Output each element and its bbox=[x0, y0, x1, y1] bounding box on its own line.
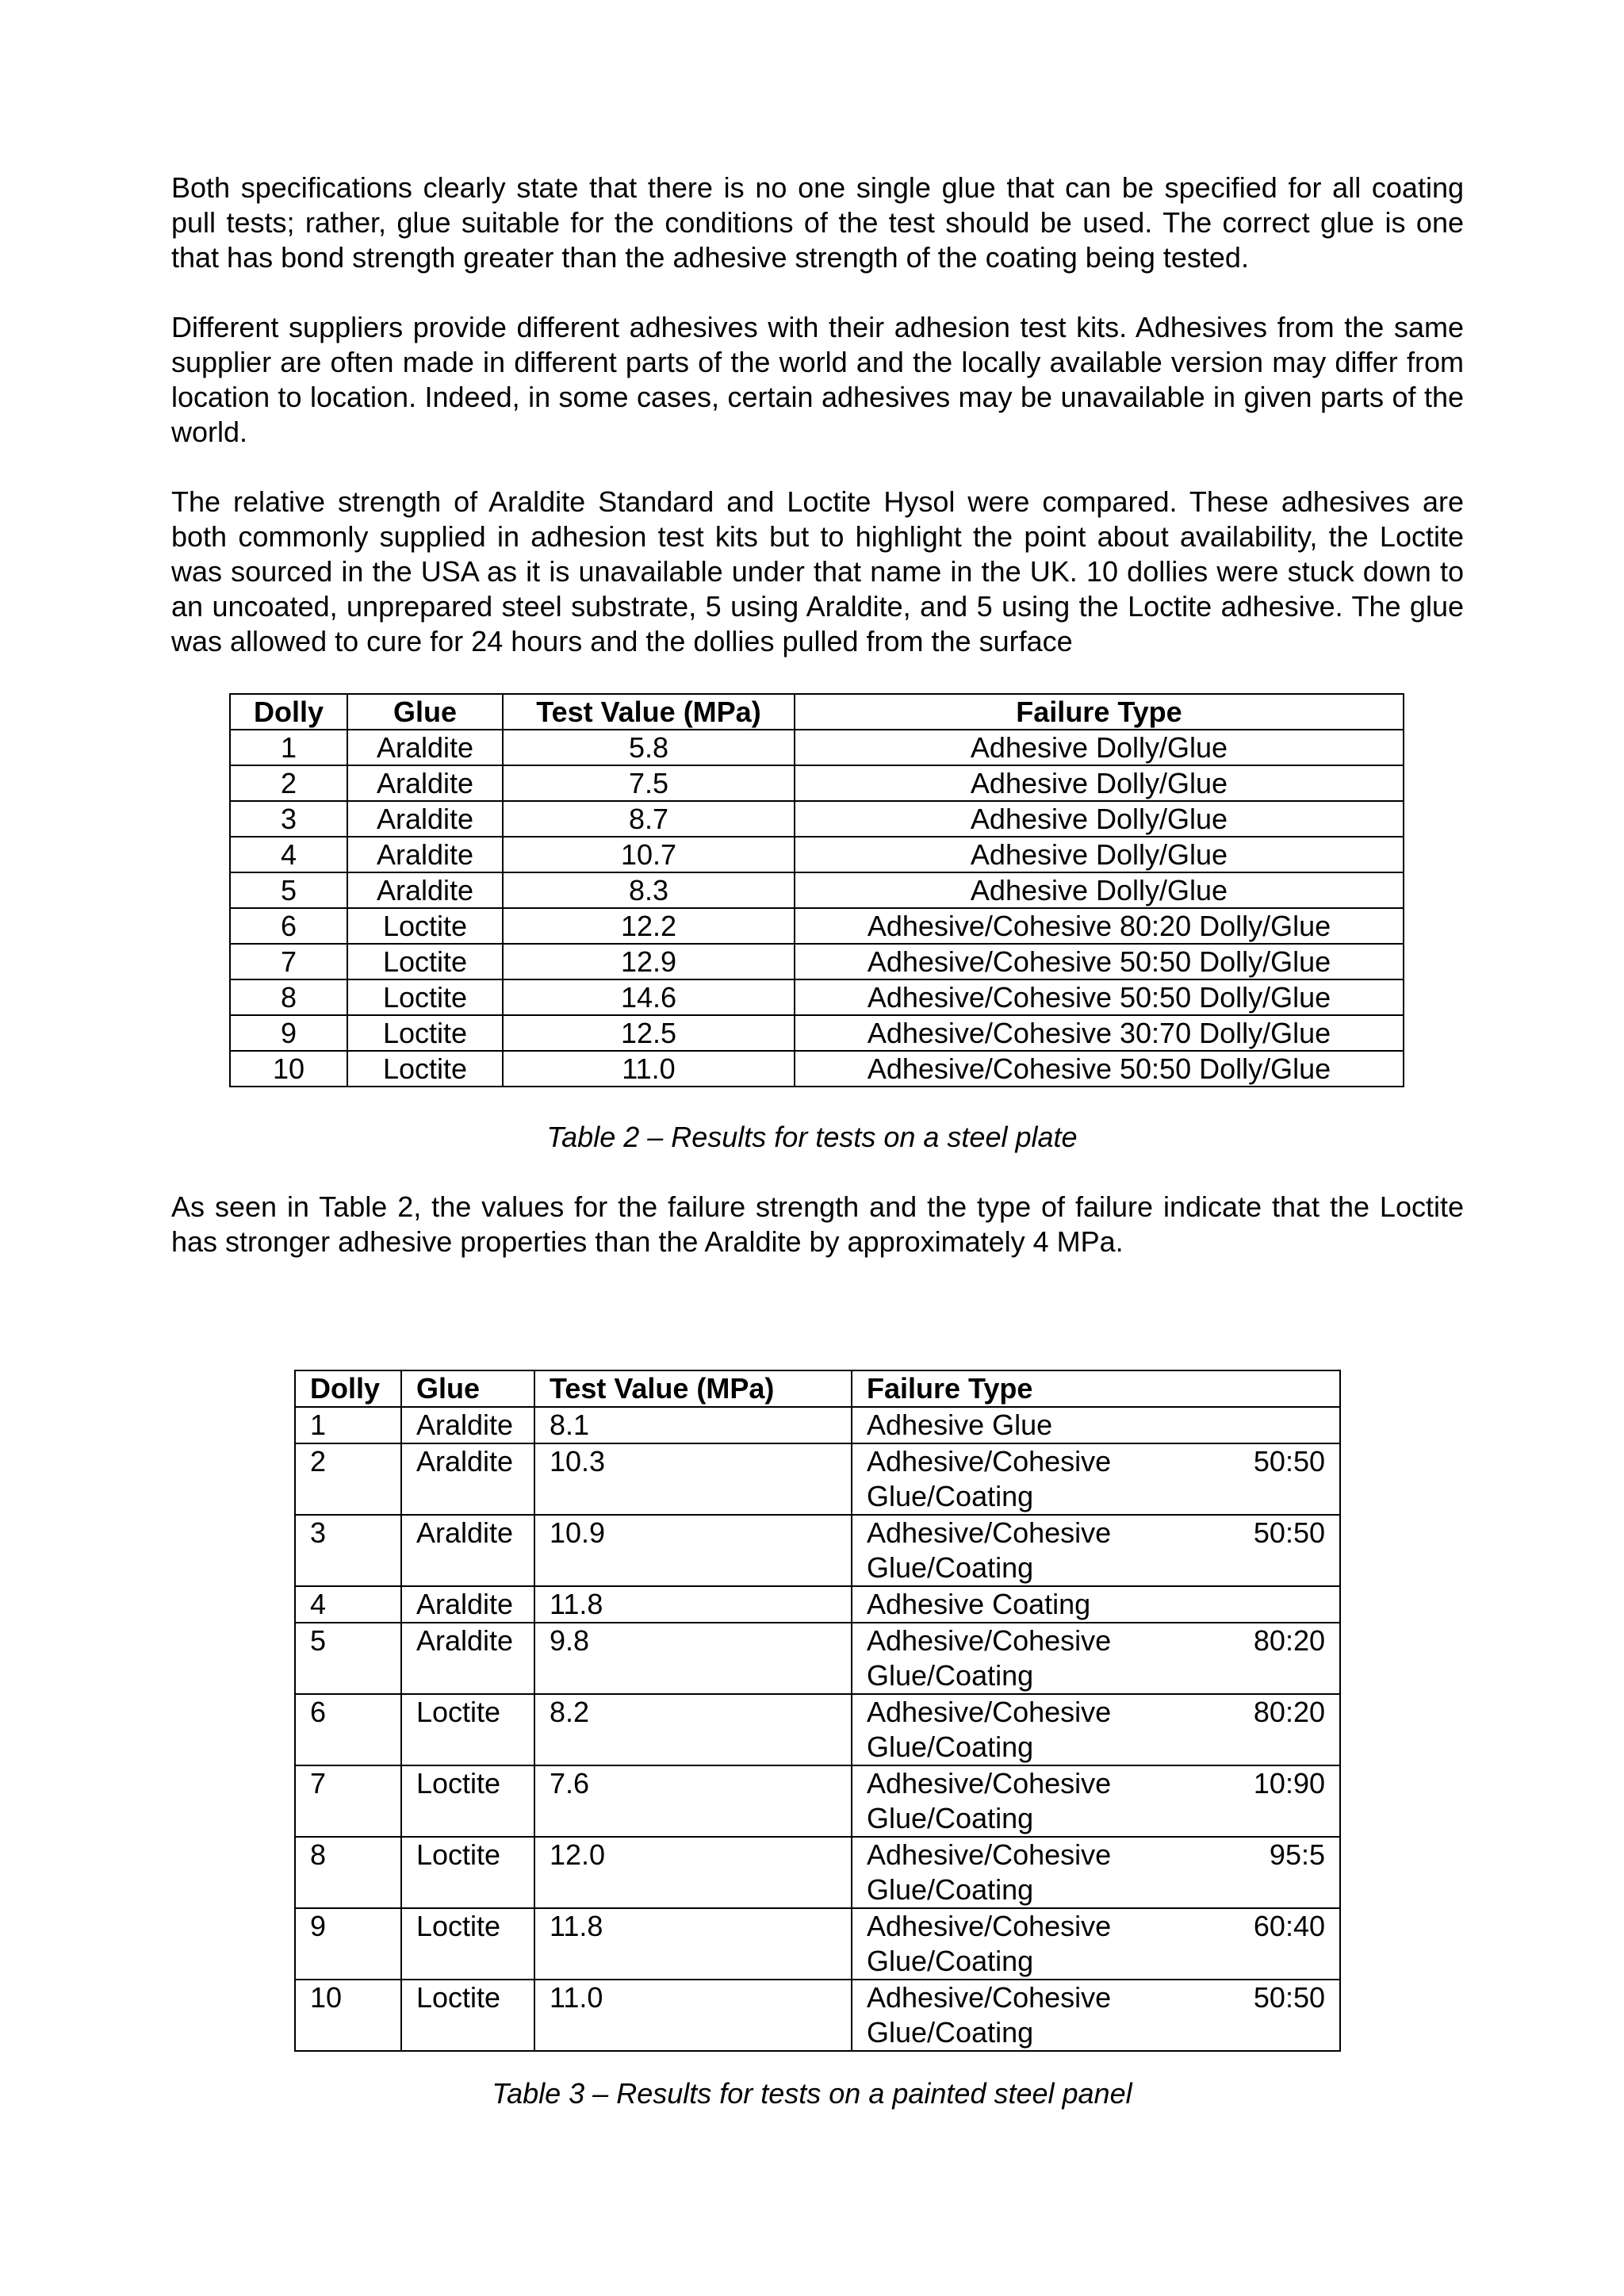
cell-dolly: 2 bbox=[230, 765, 347, 801]
cell-failure-type: Adhesive/Cohesive 50:50 Dolly/Glue bbox=[795, 979, 1404, 1015]
cell-failure-type bbox=[852, 1980, 1340, 2051]
cell-dolly: 1 bbox=[295, 1407, 401, 1443]
cell-failure-type: Adhesive/Cohesive 50:50 Dolly/Glue bbox=[795, 944, 1404, 979]
table-row bbox=[230, 837, 1404, 872]
cell-test-value: 9.8 bbox=[534, 1623, 852, 1694]
cell-test-value: 10.3 bbox=[534, 1443, 852, 1515]
failure-ratio: 10:90 bbox=[1253, 1767, 1325, 1800]
failure-mode: Adhesive/Cohesive bbox=[867, 1696, 1112, 1728]
table-row bbox=[230, 765, 1404, 801]
cell-failure-type: Adhesive Dolly/Glue bbox=[795, 837, 1404, 872]
table-row bbox=[295, 1443, 1340, 1515]
cell-glue: Loctite bbox=[347, 908, 503, 944]
cell-glue: Loctite bbox=[401, 1765, 534, 1837]
cell-glue: Loctite bbox=[347, 944, 503, 979]
cell-test-value: 10.9 bbox=[534, 1515, 852, 1586]
cell-dolly: 2 bbox=[295, 1443, 401, 1515]
cell-dolly: 7 bbox=[230, 944, 347, 979]
cell-test-value: 14.6 bbox=[503, 979, 795, 1015]
failure-ratio: 50:50 bbox=[1253, 1516, 1325, 1549]
cell-failure-type: Adhesive/Cohesive 30:70 Dolly/Glue bbox=[795, 1015, 1404, 1051]
cell-glue: Araldite bbox=[401, 1443, 534, 1515]
cell-dolly: 3 bbox=[295, 1515, 401, 1586]
cell-dolly: 6 bbox=[230, 908, 347, 944]
table-header-row bbox=[295, 1370, 1340, 1407]
cell-dolly: 9 bbox=[295, 1908, 401, 1980]
failure-interface: Glue/Coating bbox=[867, 1480, 1034, 1512]
cell-test-value: 8.1 bbox=[534, 1407, 852, 1443]
column-header-glue: Glue bbox=[347, 694, 503, 730]
failure-mode: Adhesive Coating bbox=[867, 1588, 1091, 1620]
cell-dolly: 4 bbox=[295, 1586, 401, 1623]
cell-failure-type bbox=[852, 1407, 1340, 1443]
cell-test-value: 8.3 bbox=[503, 872, 795, 908]
paragraph-glue-specifications: Both specifications clearly state that there is no one single glue that can be specified for all coating pull tests; rather, glue suitable for the conditions of the test should be used. The correct glue is one that has bond strength greater than the adhesive strength of the coating being tested. bbox=[171, 171, 1464, 274]
cell-glue: Loctite bbox=[401, 1980, 534, 2051]
cell-dolly: 4 bbox=[230, 837, 347, 872]
cell-failure-type bbox=[852, 1443, 1340, 1515]
cell-glue: Loctite bbox=[347, 1051, 503, 1087]
table-header-row bbox=[230, 694, 1404, 730]
table-row bbox=[295, 1515, 1340, 1586]
column-header-dolly: Dolly bbox=[295, 1370, 401, 1407]
cell-glue: Loctite bbox=[401, 1908, 534, 1980]
cell-glue: Araldite bbox=[347, 765, 503, 801]
failure-interface: Glue/Coating bbox=[867, 1731, 1034, 1763]
cell-failure-type bbox=[852, 1765, 1340, 1837]
failure-mode: Adhesive/Cohesive bbox=[867, 1981, 1112, 2014]
cell-test-value: 5.8 bbox=[503, 730, 795, 765]
failure-interface: Glue/Coating bbox=[867, 1659, 1034, 1692]
cell-dolly: 6 bbox=[295, 1694, 401, 1765]
cell-glue: Araldite bbox=[347, 730, 503, 765]
cell-failure-type bbox=[852, 1623, 1340, 1694]
cell-glue: Araldite bbox=[347, 801, 503, 837]
cell-failure-type: Adhesive/Cohesive 80:20 Dolly/Glue bbox=[795, 908, 1404, 944]
failure-interface: Glue/Coating bbox=[867, 1551, 1034, 1584]
cell-dolly: 5 bbox=[295, 1623, 401, 1694]
column-header-failure-type: Failure Type bbox=[795, 694, 1404, 730]
failure-mode: Adhesive/Cohesive bbox=[867, 1624, 1112, 1657]
failure-mode: Adhesive/Cohesive bbox=[867, 1516, 1112, 1549]
table-row bbox=[230, 908, 1404, 944]
cell-test-value: 8.7 bbox=[503, 801, 795, 837]
cell-glue: Araldite bbox=[401, 1586, 534, 1623]
table-row bbox=[295, 1908, 1340, 1980]
failure-mode: Adhesive/Cohesive bbox=[867, 1767, 1112, 1800]
steel-plate-results-table bbox=[229, 693, 1404, 1087]
cell-failure-type: Adhesive Dolly/Glue bbox=[795, 730, 1404, 765]
table-row bbox=[295, 1980, 1340, 2051]
cell-dolly: 3 bbox=[230, 801, 347, 837]
paragraph-table-2-summary: As seen in Table 2, the values for the failure strength and the type of failure indicate that the Loctite has stronger adhesive properties than the Araldite by approximately 4 MPa. bbox=[171, 1190, 1464, 1258]
cell-failure-type bbox=[852, 1586, 1340, 1623]
table-row bbox=[295, 1407, 1340, 1443]
cell-test-value: 11.0 bbox=[503, 1051, 795, 1087]
table-row bbox=[295, 1586, 1340, 1623]
cell-test-value: 12.5 bbox=[503, 1015, 795, 1051]
cell-test-value: 7.6 bbox=[534, 1765, 852, 1837]
table-row bbox=[230, 944, 1404, 979]
paragraph-suppliers: Different suppliers provide different adhesives with their adhesion test kits. Adhesives from the same supplier are often made in different parts of the world and the locally available version may differ from location to location. Indeed, in some cases, certain adhesives may be unavailable in given parts of the world. bbox=[171, 311, 1464, 448]
failure-interface: Glue/Coating bbox=[867, 1873, 1034, 1906]
table-row bbox=[295, 1765, 1340, 1837]
cell-test-value: 11.0 bbox=[534, 1980, 852, 2051]
cell-failure-type: Adhesive/Cohesive 50:50 Dolly/Glue bbox=[795, 1051, 1404, 1087]
cell-dolly: 8 bbox=[230, 979, 347, 1015]
cell-dolly: 1 bbox=[230, 730, 347, 765]
failure-ratio: 50:50 bbox=[1253, 1981, 1325, 2014]
failure-ratio: 80:20 bbox=[1253, 1696, 1325, 1728]
cell-glue: Loctite bbox=[401, 1837, 534, 1908]
cell-glue: Loctite bbox=[347, 1015, 503, 1051]
cell-dolly: 10 bbox=[295, 1980, 401, 2051]
failure-interface: Glue/Coating bbox=[867, 1802, 1034, 1834]
cell-glue: Araldite bbox=[347, 837, 503, 872]
cell-failure-type: Adhesive Dolly/Glue bbox=[795, 765, 1404, 801]
cell-glue: Araldite bbox=[401, 1623, 534, 1694]
cell-glue: Araldite bbox=[401, 1407, 534, 1443]
table-row bbox=[295, 1694, 1340, 1765]
cell-test-value: 7.5 bbox=[503, 765, 795, 801]
cell-failure-type bbox=[852, 1515, 1340, 1586]
table-row bbox=[230, 872, 1404, 908]
cell-test-value: 10.7 bbox=[503, 837, 795, 872]
table-row bbox=[295, 1623, 1340, 1694]
failure-ratio: 50:50 bbox=[1253, 1445, 1325, 1478]
table-row bbox=[230, 1051, 1404, 1087]
column-header-test-value: Test Value (MPa) bbox=[534, 1370, 852, 1407]
cell-glue: Loctite bbox=[347, 979, 503, 1015]
failure-ratio: 95:5 bbox=[1269, 1838, 1325, 1871]
cell-test-value: 11.8 bbox=[534, 1586, 852, 1623]
cell-dolly: 8 bbox=[295, 1837, 401, 1908]
column-header-glue: Glue bbox=[401, 1370, 534, 1407]
column-header-test-value: Test Value (MPa) bbox=[503, 694, 795, 730]
cell-test-value: 11.8 bbox=[534, 1908, 852, 1980]
cell-dolly: 7 bbox=[295, 1765, 401, 1837]
table-row bbox=[230, 1015, 1404, 1051]
table-row bbox=[230, 730, 1404, 765]
cell-glue: Loctite bbox=[401, 1694, 534, 1765]
cell-failure-type: Adhesive Dolly/Glue bbox=[795, 801, 1404, 837]
cell-failure-type: Adhesive Dolly/Glue bbox=[795, 872, 1404, 908]
cell-failure-type bbox=[852, 1908, 1340, 1980]
failure-ratio: 80:20 bbox=[1253, 1624, 1325, 1657]
paragraph-comparison: The relative strength of Araldite Standard and Loctite Hysol were compared. These adhesives are both commonly supplied in adhesion test kits but to highlight the point about availability, the Loctite was sourced in the USA as it is unavailable under that name in the UK. 10 dollies were stuck down to an uncoated, unprepared steel substrate, 5 using Araldite, and 5 using the Loctite adhesive. The glue was allowed to cure for 24 hours and the dollies pulled from the surface bbox=[171, 485, 1464, 657]
cell-failure-type bbox=[852, 1694, 1340, 1765]
table-2-caption: Table 2 – Results for tests on a steel plate bbox=[546, 1121, 1078, 1153]
painted-panel-results-table bbox=[294, 1370, 1341, 2052]
table-3-caption: Table 3 – Results for tests on a painted steel panel bbox=[492, 2077, 1132, 2110]
table-row bbox=[230, 801, 1404, 837]
failure-interface: Glue/Coating bbox=[867, 1945, 1034, 1977]
cell-glue: Araldite bbox=[401, 1515, 534, 1586]
failure-interface: Glue/Coating bbox=[867, 2016, 1034, 2049]
failure-mode: Adhesive Glue bbox=[867, 1409, 1053, 1441]
cell-dolly: 5 bbox=[230, 872, 347, 908]
failure-mode: Adhesive/Cohesive bbox=[867, 1838, 1112, 1871]
cell-glue: Araldite bbox=[347, 872, 503, 908]
cell-test-value: 12.9 bbox=[503, 944, 795, 979]
failure-ratio: 60:40 bbox=[1253, 1910, 1325, 1942]
failure-mode: Adhesive/Cohesive bbox=[867, 1445, 1112, 1478]
cell-test-value: 8.2 bbox=[534, 1694, 852, 1765]
cell-test-value: 12.2 bbox=[503, 908, 795, 944]
cell-failure-type bbox=[852, 1837, 1340, 1908]
column-header-failure-type: Failure Type bbox=[852, 1370, 1340, 1407]
failure-mode: Adhesive/Cohesive bbox=[867, 1910, 1112, 1942]
table-row bbox=[295, 1837, 1340, 1908]
cell-test-value: 12.0 bbox=[534, 1837, 852, 1908]
cell-dolly: 9 bbox=[230, 1015, 347, 1051]
table-row bbox=[230, 979, 1404, 1015]
cell-dolly: 10 bbox=[230, 1051, 347, 1087]
column-header-dolly: Dolly bbox=[230, 694, 347, 730]
